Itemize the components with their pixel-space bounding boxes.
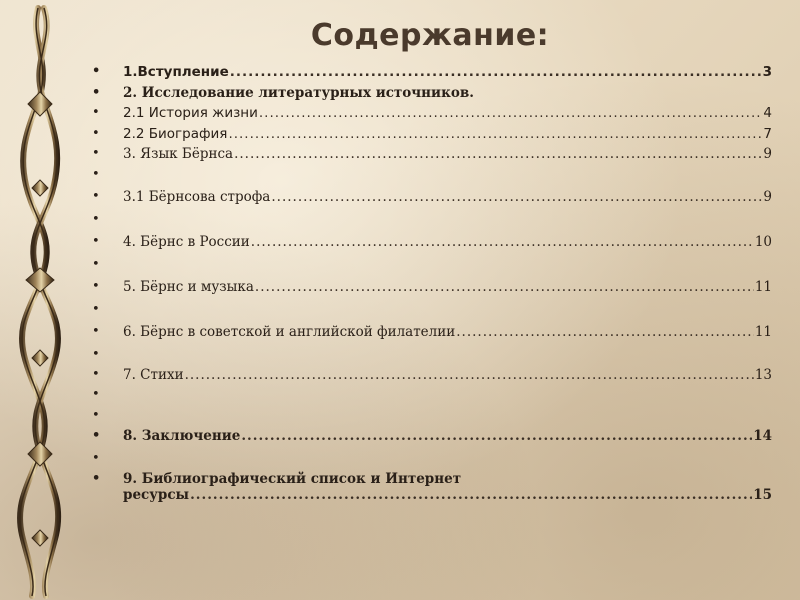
toc-item-label: 4. Бёрнс в России	[123, 233, 250, 250]
dot-leader	[185, 367, 754, 383]
toc-item-label: 2.2 Биография	[123, 125, 228, 142]
bullet-icon: •	[92, 233, 100, 249]
toc-page-number: 3	[762, 64, 772, 80]
bullet-icon: •	[92, 323, 100, 339]
dot-leader	[271, 189, 762, 205]
dot-leader	[230, 64, 762, 80]
toc-item-label: 8. Заключение	[123, 427, 241, 444]
toc-item	[92, 234, 772, 257]
toc-page-number: 10	[754, 233, 772, 250]
toc-page-number: 7	[763, 125, 772, 142]
celtic-ornament-border	[0, 0, 100, 600]
toc-item	[92, 85, 772, 106]
toc-page-number: 13	[754, 366, 772, 383]
toc-page-number: 14	[753, 427, 772, 444]
dot-leader	[228, 126, 762, 142]
toc-item	[92, 279, 772, 302]
bullet-icon: •	[92, 301, 100, 317]
toc-empty-item	[92, 451, 772, 471]
toc-item	[92, 367, 772, 388]
toc-item	[92, 428, 772, 451]
toc-item-label: 5. Бёрнс и музыка	[123, 278, 254, 295]
dot-leader	[190, 487, 752, 503]
toc-item-label: 6. Бёрнс в советской и английской филателии	[123, 323, 456, 340]
toc-item-label: 9. Библиографический список и Интернет	[123, 470, 462, 487]
toc-item-label-continued: ресурсы	[123, 486, 190, 503]
bullet-icon: •	[92, 125, 100, 141]
bullet-icon: •	[92, 346, 100, 362]
bullet-icon: •	[92, 387, 100, 402]
dot-leader	[456, 324, 754, 340]
toc-empty-item	[92, 302, 772, 324]
toc-item	[92, 146, 772, 167]
page-title: Содержание:	[310, 18, 550, 53]
dot-leader	[255, 279, 754, 295]
toc-empty-item	[92, 212, 772, 234]
toc-item	[92, 189, 772, 212]
bullet-icon: •	[92, 84, 101, 100]
bullet-icon: •	[92, 188, 100, 204]
toc-item-label: 2.1 История жизни	[123, 105, 258, 121]
bullet-icon: •	[92, 366, 100, 382]
bullet-icon: •	[92, 166, 100, 182]
toc-empty-item	[92, 387, 772, 408]
toc-item	[92, 64, 772, 85]
toc-empty-item	[92, 167, 772, 189]
toc-empty-item	[92, 257, 772, 279]
toc-item-label: 1.Вступление	[123, 64, 229, 80]
bullet-icon: •	[92, 470, 101, 486]
toc-page-number: 11	[754, 323, 772, 340]
dot-leader	[259, 105, 763, 121]
toc-item	[92, 105, 772, 126]
bullet-icon: •	[92, 211, 100, 227]
bullet-icon: •	[92, 105, 100, 120]
bullet-icon: •	[92, 146, 100, 161]
toc-page-number: 15	[753, 486, 772, 503]
toc-item	[92, 324, 772, 347]
toc-item-label: 3. Язык Бёрнса	[123, 146, 234, 162]
dot-leader	[251, 234, 754, 250]
bullet-icon: •	[92, 256, 100, 272]
toc-item	[92, 126, 772, 147]
toc-page-number: 4	[763, 105, 772, 121]
toc-page-number: 11	[754, 278, 772, 295]
bullet-icon: •	[92, 407, 100, 423]
toc-page-number: 9	[763, 146, 772, 162]
bullet-icon: •	[92, 278, 100, 294]
bullet-icon: •	[92, 64, 101, 79]
dot-leader	[241, 428, 752, 444]
bullet-icon: •	[92, 427, 101, 443]
toc-item-label: 2. Исследование литературных источников.	[123, 84, 474, 101]
dot-leader	[234, 146, 762, 162]
toc-item	[92, 471, 772, 503]
toc-empty-item	[92, 408, 772, 428]
table-of-contents	[92, 64, 772, 503]
toc-empty-item	[92, 347, 772, 367]
toc-item-label: 3.1 Бёрнсова строфа	[123, 188, 271, 205]
bullet-icon: •	[92, 450, 100, 466]
toc-page-number: 9	[763, 188, 772, 205]
toc-item-label: 7. Стихи	[123, 366, 184, 383]
